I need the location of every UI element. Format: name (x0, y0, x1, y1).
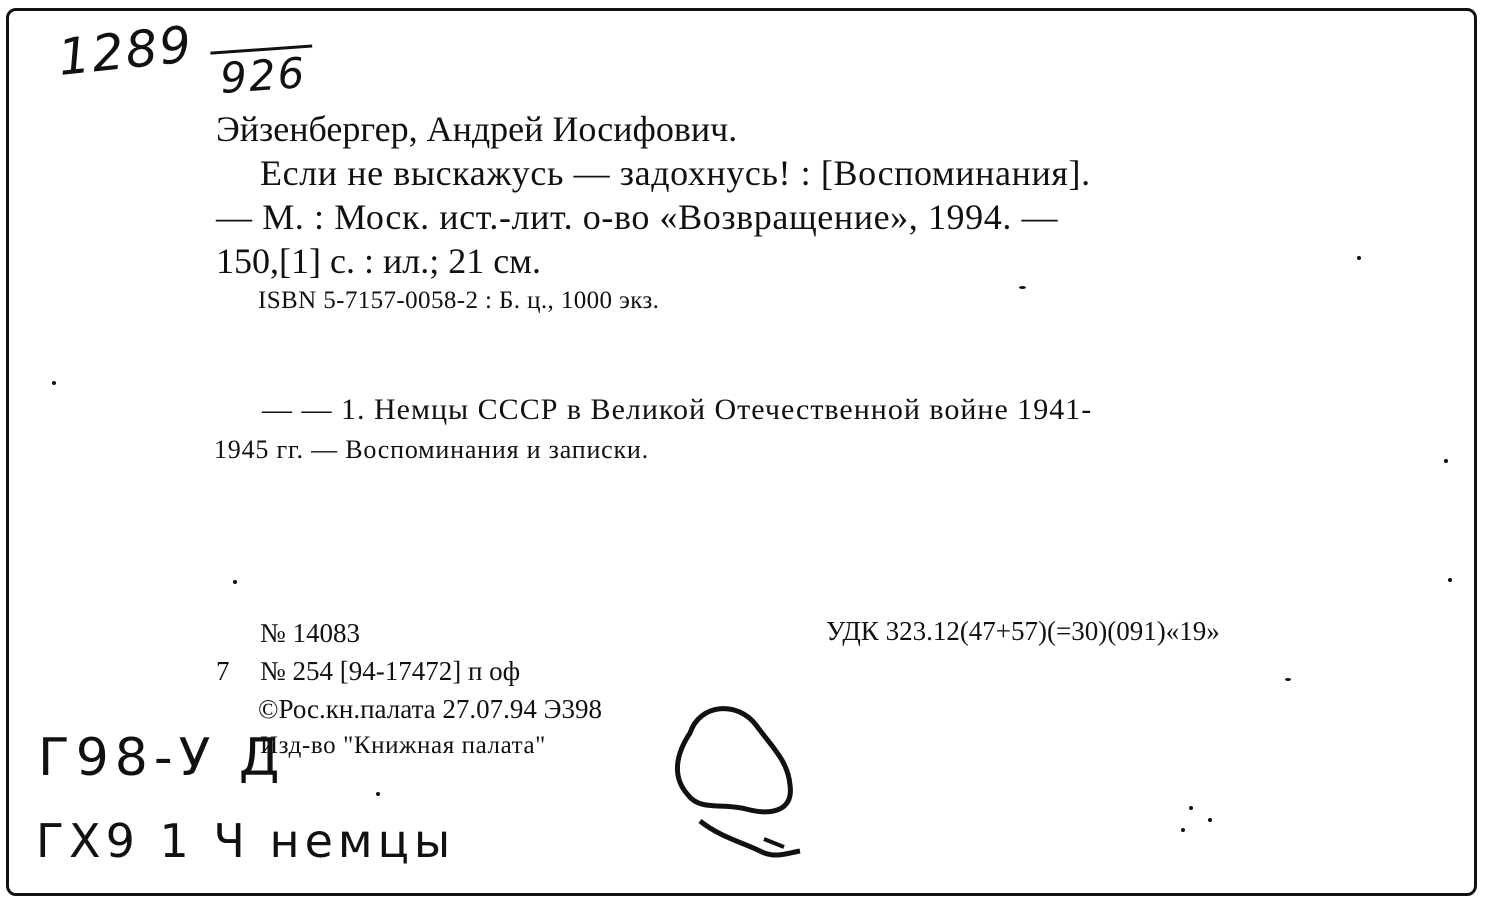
issue-number: № 254 [94-17472] п оф (260, 656, 521, 686)
speck (1448, 578, 1452, 582)
shelf-code-1: Г98-У Д (38, 728, 286, 788)
copyright-line: ©Рос.кн.палата 27.07.94 Э398 (258, 694, 602, 724)
subject-line-2: 1945 гг. — Воспоминания и записки. (214, 435, 649, 464)
call-number-main: 1289 (55, 15, 196, 87)
isbn-line: ISBN 5-7157-0058-2 : Б. ц., 1000 экз. (258, 287, 660, 314)
udk-code: УДК 323.12(47+57)(=30)(091)«19» (826, 616, 1220, 646)
speck (1181, 828, 1185, 832)
shelf-code-2: ГХ9 1 Ч немцы (36, 814, 456, 868)
card-number: № 14083 (260, 618, 361, 648)
speck (52, 381, 56, 385)
issue-prefix: 7 (216, 656, 230, 686)
call-number-sub: 926 (210, 44, 316, 103)
speck (1208, 818, 1212, 822)
speck (1357, 256, 1361, 260)
speck (1189, 806, 1193, 810)
speck (376, 792, 380, 796)
speck (1285, 678, 1291, 681)
imprint-line: — М. : Моск. ист.-лит. о-во «Возвращение», 1994. — (216, 197, 1059, 237)
extent-line: 150,[1] с. : ил.; 21 см. (216, 241, 541, 281)
title-line: Если не выскажусь — задохнусь! : [Воспоминания]. (260, 153, 1091, 193)
speck (1019, 286, 1026, 289)
subject-line-1: — — 1. Немцы СССР в Великой Отечественной войне 1941- (262, 393, 1093, 426)
author-heading: Эйзенбергер, Андрей Иосифович. (216, 109, 738, 149)
stamp-outline (660, 695, 820, 870)
publisher-line: Изд-во "Книжная палата" (260, 732, 546, 759)
speck (1444, 459, 1448, 463)
speck (233, 580, 237, 584)
